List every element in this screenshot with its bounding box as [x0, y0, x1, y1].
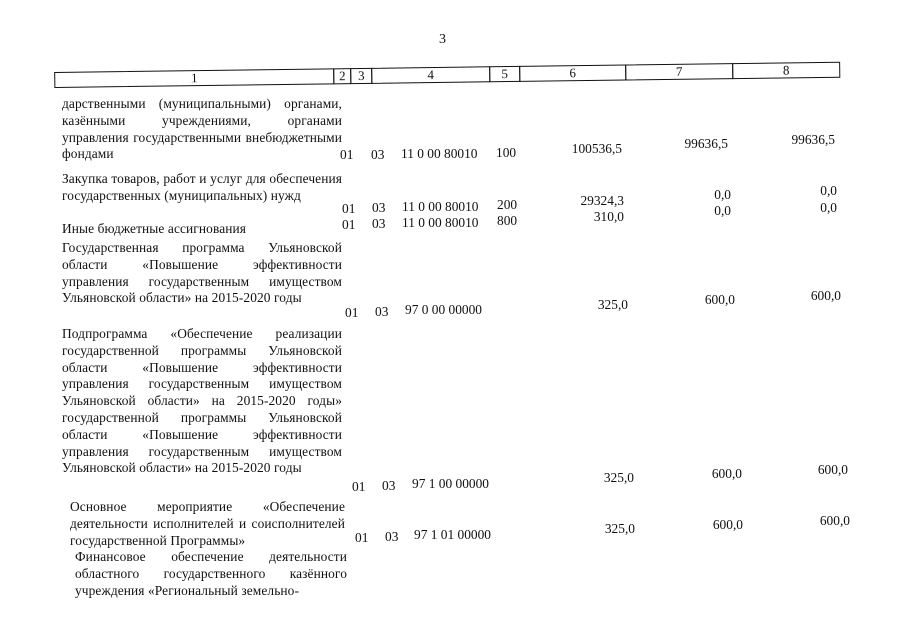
row-1-col-3: 03: [371, 147, 385, 162]
row-4-col-3: 03: [375, 304, 389, 319]
row-6-col-2: 01: [355, 530, 369, 545]
row-2-col-8: 0,0: [820, 183, 837, 198]
row-4-col-7: 600,0: [704, 292, 735, 307]
row-3-col-8: 0,0: [820, 200, 837, 215]
row-7-description: Финансовое обеспечение деятельности областного государственного казённого учреждения «Региональный земельно-: [75, 549, 347, 598]
row-6-col-7: 600,0: [712, 517, 743, 532]
row-6-col-3: 03: [385, 529, 399, 544]
row-3-description: Иные бюджетные ассигнования: [62, 221, 247, 236]
row-3-col-3: 03: [372, 216, 386, 231]
header-col-5: 5: [489, 66, 520, 82]
row-2-col-3: 03: [372, 200, 386, 215]
header-col-1: 1: [54, 68, 334, 88]
row-4-col-2: 01: [345, 305, 359, 320]
row-1-col-2: 01: [340, 147, 354, 162]
row-2-col-6: 29324,3: [580, 193, 624, 208]
row-3-col-5: 800: [497, 213, 518, 228]
row-5-col-7: 600,0: [711, 466, 742, 481]
header-col-2: 2: [333, 68, 351, 84]
row-5-description: Подпрограмма «Обеспечение реализации государственной программы Ульяновской области «Повышение эффективности управления государственным имуществом Ульяновской области» на 2015-2020 годы» государственной программы Ульяновской области «Повышение эффективности управления государственным имуществом Ульяновской области» на 2015-2020 годы: [62, 326, 342, 476]
row-1-col-7: 99636,5: [684, 136, 728, 151]
table-header: [54, 48, 840, 88]
row-6-col-8: 600,0: [819, 513, 850, 528]
header-col-4: 4: [371, 66, 490, 84]
row-5-col-2: 01: [352, 479, 366, 494]
row-4-col-6: 325,0: [597, 297, 628, 312]
row-6-col-4: 97 1 01 00000: [414, 527, 491, 542]
header-col-8: 8: [732, 62, 840, 79]
row-5-col-6: 325,0: [603, 470, 634, 485]
row-4-col-8: 600,0: [810, 288, 841, 303]
row-1-col-8: 99636,5: [791, 132, 835, 147]
row-2-col-2: 01: [342, 201, 356, 216]
row-2-col-4: 11 0 00 80010: [402, 199, 479, 214]
row-5-col-4: 97 1 00 00000: [412, 476, 489, 491]
row-2-col-5: 200: [497, 197, 518, 212]
header-col-6: 6: [519, 65, 626, 82]
header-col-7: 7: [625, 63, 733, 80]
row-1-col-4: 11 0 00 80010: [401, 146, 478, 161]
page-number: 3: [439, 32, 446, 47]
row-4-description: Государственная программа Ульяновской области «Повышение эффективности управления государственным имуществом Ульяновской области» на 2015-2020 годы: [62, 240, 342, 306]
row-5-col-3: 03: [382, 478, 396, 493]
row-1-col-6: 100536,5: [571, 141, 622, 156]
row-3-col-2: 01: [342, 217, 356, 232]
row-5-col-8: 600,0: [817, 462, 848, 477]
header-col-3: 3: [350, 68, 372, 84]
row-4-col-4: 97 0 00 00000: [405, 302, 482, 317]
row-2-col-7: 0,0: [714, 187, 731, 202]
row-3-col-7: 0,0: [714, 203, 731, 218]
row-6-description: Основное мероприятие «Обеспечение деятельности исполнителей и соисполнителей государственной Программы»: [70, 499, 345, 548]
row-2-description: Закупка товаров, работ и услуг для обеспечения государственных (муниципальных) нужд: [62, 171, 342, 203]
row-3-col-6: 310,0: [593, 209, 624, 224]
row-1-col-5: 100: [496, 145, 517, 160]
row-3-col-4: 11 0 00 80010: [402, 215, 479, 230]
row-6-col-6: 325,0: [604, 521, 635, 536]
row-1-description: дарственными (муниципальными) органами, казёнными учреждениями, органами управления государственными внебюджетными фондами: [62, 96, 342, 162]
